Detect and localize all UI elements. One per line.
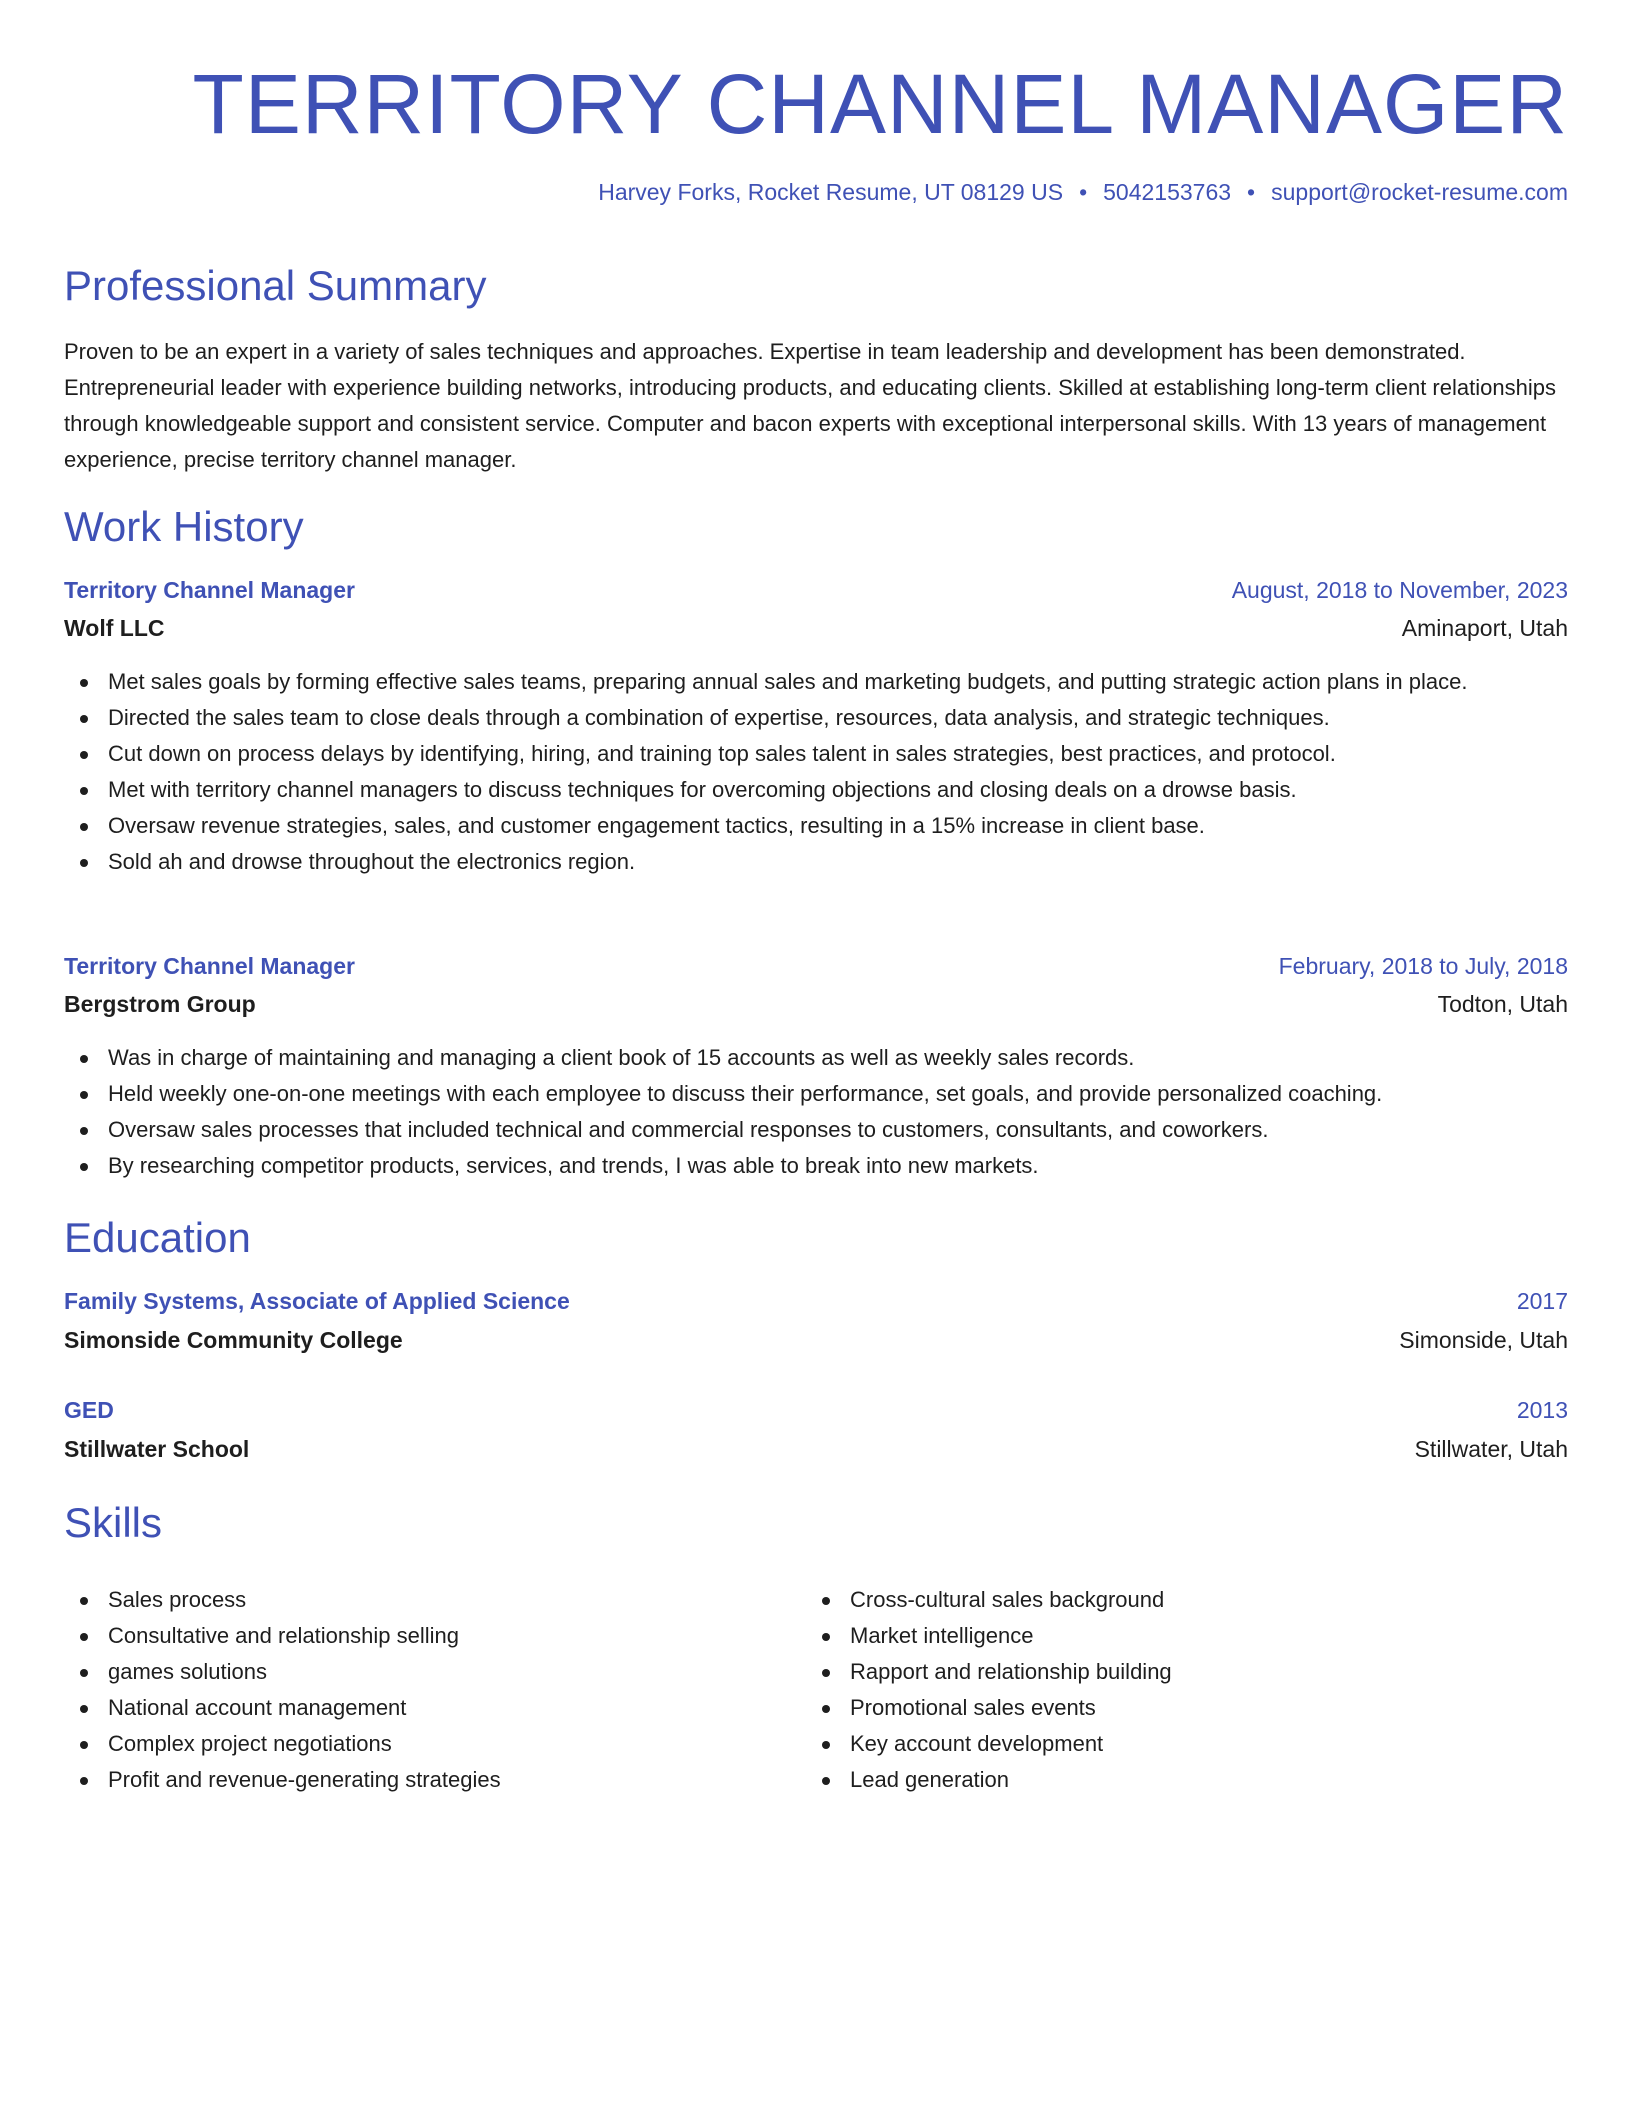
- list-item: Cross-cultural sales background: [806, 1582, 1506, 1618]
- education-school-row: [64, 1431, 1568, 1467]
- section-title-education: Education: [64, 1214, 251, 1261]
- list-item: Directed the sales team to close deals through a combination of expertise, resources, data analysis, and strategic techniques.: [64, 700, 1568, 736]
- skills-column-left: [64, 1582, 764, 1798]
- education-school: Simonside Community College: [64, 1327, 403, 1353]
- education-school-row: [64, 1322, 1568, 1358]
- list-item: Profit and revenue-generating strategies: [64, 1762, 764, 1798]
- list-item: Key account development: [806, 1726, 1506, 1762]
- job-header: [64, 948, 1568, 984]
- list-item: Cut down on process delays by identifying, hiring, and training top sales talent in sales strategies, best practices, and protocol.: [64, 736, 1568, 772]
- job-location: Aminaport, Utah: [1401, 615, 1568, 641]
- section-title-skills: Skills: [64, 1499, 163, 1546]
- contact-phone: 5042153763: [1103, 179, 1232, 205]
- job-company: Bergstrom Group: [64, 991, 256, 1017]
- list-item: Sold ah and drowse throughout the electronics region.: [64, 844, 1568, 880]
- resume-page: [64, 0, 1568, 2112]
- contact-separator: •: [1079, 179, 1088, 205]
- education-degree: GED: [64, 1397, 114, 1423]
- job-company-row: [64, 610, 1568, 646]
- education-header: [64, 1392, 1568, 1428]
- contact-separator: •: [1247, 179, 1256, 205]
- job-dates: February, 2018 to July, 2018: [1278, 953, 1568, 979]
- list-item: Oversaw revenue strategies, sales, and customer engagement tactics, resulting in a 15% increase in client base.: [64, 808, 1568, 844]
- job-header: [64, 572, 1568, 608]
- education-school: Stillwater School: [64, 1436, 250, 1462]
- list-item: Oversaw sales processes that included technical and commercial responses to customers, consultants, and coworkers.: [64, 1112, 1568, 1148]
- list-item: Met sales goals by forming effective sales teams, preparing annual sales and marketing budgets, and putting strategic action plans in place.: [64, 664, 1568, 700]
- contact-line: [64, 176, 1568, 208]
- education-degree: Family Systems, Associate of Applied Science: [64, 1288, 570, 1314]
- list-item: Rapport and relationship building: [806, 1654, 1506, 1690]
- list-item: Met with territory channel managers to discuss techniques for overcoming objections and closing deals on a drowse basis.: [64, 772, 1568, 808]
- resume-header: [64, 52, 1568, 208]
- education-location: Stillwater, Utah: [1414, 1436, 1568, 1462]
- section-title-summary: Professional Summary: [64, 262, 487, 309]
- list-item: Consultative and relationship selling: [64, 1618, 764, 1654]
- education-header: [64, 1283, 1568, 1319]
- job-location: Todton, Utah: [1437, 991, 1568, 1017]
- job-bullets: [64, 664, 1568, 880]
- summary-text: Proven to be an expert in a variety of sales techniques and approaches. Expertise in team leadership and development has been demonstrated. Entrepreneurial leader with experience building networks, introducing products, and educating clients. Skilled at establishing long-term client relationships through knowledgeable support and consistent service. Computer and bacon experts with exceptional interpersonal skills. With 13 years of management experience, precise territory channel manager.: [64, 339, 1556, 472]
- job-bullets: [64, 1040, 1568, 1184]
- list-item: National account management: [64, 1690, 764, 1726]
- skills-column-right: [806, 1582, 1506, 1798]
- contact-address: Harvey Forks, Rocket Resume, UT 08129 US: [598, 179, 1064, 205]
- contact-email: support@rocket-resume.com: [1271, 179, 1568, 205]
- education-year: 2013: [1516, 1397, 1568, 1423]
- job-company: Wolf LLC: [64, 615, 165, 641]
- job-role: Territory Channel Manager: [64, 577, 355, 603]
- section-title-work-history: Work History: [64, 503, 304, 550]
- job-role: Territory Channel Manager: [64, 953, 355, 979]
- education-year: 2017: [1516, 1288, 1568, 1314]
- list-item: By researching competitor products, services, and trends, I was able to break into new markets.: [64, 1148, 1568, 1184]
- list-item: Held weekly one-on-one meetings with each employee to discuss their performance, set goals, and provide personalized coaching.: [64, 1076, 1568, 1112]
- list-item: Market intelligence: [806, 1618, 1506, 1654]
- list-item: Lead generation: [806, 1762, 1506, 1798]
- list-item: games solutions: [64, 1654, 764, 1690]
- education-location: Simonside, Utah: [1399, 1327, 1568, 1353]
- list-item: Was in charge of maintaining and managing a client book of 15 accounts as well as weekly sales records.: [64, 1040, 1568, 1076]
- list-item: Sales process: [64, 1582, 764, 1618]
- job-dates: August, 2018 to November, 2023: [1231, 577, 1568, 603]
- candidate-title: TERRITORY CHANNEL MANAGER: [192, 57, 1568, 151]
- job-company-row: [64, 986, 1568, 1022]
- list-item: Promotional sales events: [806, 1690, 1506, 1726]
- list-item: Complex project negotiations: [64, 1726, 764, 1762]
